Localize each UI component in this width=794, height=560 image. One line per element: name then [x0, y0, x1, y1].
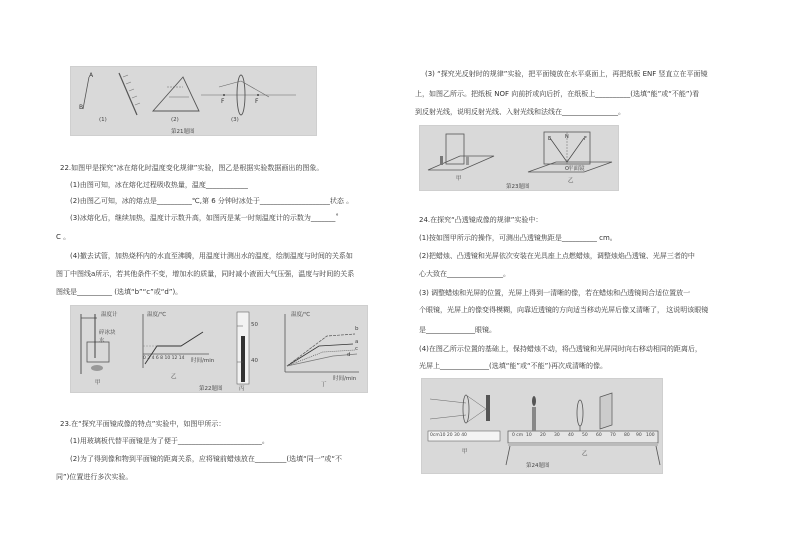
ruler-yi-30: 30	[554, 433, 560, 438]
figure-24-label-jia: 甲	[462, 449, 468, 455]
figure-24-label-yi: 乙	[582, 451, 588, 457]
label-ice: 碎冰块	[99, 330, 116, 336]
figure-24-drawing	[422, 379, 662, 473]
q23-line-3: (2)为了得到像和物到平面镜的距离关系，应将镜前蜡烛放在_________(选填“同一”或“不	[70, 455, 343, 463]
q24-line-9: 光屏上______________(选填“能”或“不能”)再次成清晰的像。	[419, 362, 607, 370]
figure-22-label-ding: 丁	[321, 382, 327, 388]
figure-23-drawing	[420, 126, 618, 190]
q23b-line-3: 到反射光线，说明反射光线、入射光线和法线在________________。	[415, 108, 625, 116]
svg-text:F: F	[255, 98, 259, 105]
q22-line-4: (3)冰熔化后，继续加热，温度计示数升高，如图丙是某一时刻温度计的示数为_______˚	[70, 214, 339, 222]
q22-line-3: (2)由图乙可知，冰的熔点是__________℃,第 6 分钟时冰处于____________________状态 。	[70, 197, 354, 205]
figure-23-label-yi: 乙	[568, 178, 574, 184]
q23-line-1: 23.在“探究平面镜成像的特点”实验中，如图甲所示：	[60, 420, 226, 428]
figure-21-caption: 第21题图	[171, 129, 195, 135]
svg-text:B: B	[79, 104, 84, 111]
figure-22-label-jia: 甲	[95, 380, 101, 386]
curve-label-d: d	[347, 352, 351, 358]
label-ticks-yi: 0 2 4 6 8 10 12 14	[143, 356, 185, 361]
curve-label-c: c	[355, 346, 359, 352]
label-water: 水	[99, 338, 105, 344]
label-temp-yi: 温度/℃	[147, 312, 167, 318]
label-scale-top: 50	[251, 322, 258, 328]
q24-line-5: (3) 调整蜡烛和光屏的位置，光屏上得到一清晰的像，若在蜡烛和凸透镜间合适位置放一	[419, 289, 691, 297]
q23b-line-2: 上，如图乙所示。把纸板 NOF 向前折或向后折，在纸板上__________(选填“能”或“不能”)看	[415, 90, 700, 98]
q24-line-3: (2)把蜡烛、凸透镜和光屏依次安装在光具座上点燃蜡烛，调整烛焰凸透镜、光屏三者的中	[419, 252, 695, 260]
q22-line-1: 22.如图甲是探究“冰在熔化时温度变化规律”实验，图乙是根据实验数据画出的图象。	[60, 164, 324, 172]
q22-line-6: (4)撤去试管，加热烧杯内的水直至沸腾，用温度计测出水的温度，绘制温度与时间的关系如	[70, 252, 353, 260]
q23-line-4: 同”)位置进行多次实验。	[56, 473, 133, 481]
figure-22-label-bing: 丙	[239, 386, 245, 392]
q23-line-2: (1)用玻璃板代替平面镜是为了便于________________________。	[70, 437, 269, 445]
figure-21	[70, 66, 317, 136]
q24-line-8: (4)在图乙所示位置的基础上，保持蜡烛不动，将凸透镜和光屏同时向右移动相同的距离后，	[419, 345, 702, 353]
ruler-yi-60: 60	[596, 433, 602, 438]
q22-line-7: 图丁中图线a所示，若其他条件不变，增加水的质量，同时减小液面大气压强，温度与时间的关系	[56, 270, 355, 278]
figure-24-caption: 第24题图	[526, 463, 550, 469]
ruler-yi-70: 70	[610, 433, 616, 438]
svg-text:E: E	[548, 136, 552, 142]
q22-line-8: 图线是__________ (选填“b”“c”或“d”)。	[56, 288, 183, 296]
figure-23-caption: 第23题图	[506, 184, 530, 190]
q24-line-4: 心大致在________________。	[419, 270, 510, 278]
svg-text:N: N	[565, 134, 569, 140]
label-thermometer: 温度计	[101, 312, 118, 318]
ruler-yi-10: 10	[526, 433, 532, 438]
q24-line-2: (1)按如图甲所示的操作，可测出凸透镜焦距是__________ cm。	[419, 234, 617, 242]
label-temp-ding: 温度/℃	[291, 312, 311, 318]
curve-label-b: b	[355, 326, 359, 332]
q22-line-5: C 。	[56, 233, 71, 241]
figure-22-label-yi: 乙	[171, 374, 177, 380]
figure-23	[419, 125, 619, 191]
q22-line-2: (1)由图可知，冰在熔化过程吸收热量，温度____________	[70, 181, 248, 189]
ruler-yi-50: 50	[582, 433, 588, 438]
ruler-yi-80: 80	[624, 433, 630, 438]
figure-21-label-3: (3)	[231, 117, 239, 123]
ruler-yi-40: 40	[568, 433, 574, 438]
figure-23-label-jia: 甲	[456, 176, 462, 182]
ruler-yi-20: 20	[540, 433, 546, 438]
q24-line-7: 是______________眼镜。	[419, 326, 496, 334]
q24-line-6: 个眼镜，光屏上的像变得模糊，向靠近透镜的方向适当移动光屏后像又清晰了， 这说明该眼镜	[419, 306, 709, 314]
curve-label-a: a	[355, 339, 359, 345]
figure-21-label-2: (2)	[171, 117, 179, 123]
svg-text:F: F	[584, 136, 587, 142]
svg-text:A: A	[89, 72, 94, 79]
label-time-yi: 时间/min	[191, 358, 215, 364]
figure-22-caption: 第22题图	[199, 386, 223, 392]
ruler-yi-90: 90	[636, 433, 642, 438]
figure-24	[421, 378, 663, 474]
ruler-yi-100: 100	[646, 433, 655, 438]
figure-21-drawing	[71, 67, 316, 135]
figure-21-label-1: (1)	[99, 117, 107, 123]
q24-line-1: 24.在探究“凸透镜成像的规律”实验中：	[419, 216, 543, 224]
figure-22	[70, 305, 368, 393]
ruler-jia: 0cm10 20 30 40	[430, 433, 467, 438]
svg-text:O: O	[565, 166, 569, 172]
svg-text:F: F	[221, 98, 225, 105]
ruler-yi-0: 0 cm	[512, 433, 524, 438]
label-scale-bottom: 40	[251, 358, 258, 364]
label-mirror: 平面镜	[568, 166, 585, 172]
label-time-ding: 时间/min	[333, 376, 357, 382]
q23b-line-1: (3) “探究光反射时的规律”实验，把平面镜放在水平桌面上，再把纸板 ENF 竖直立在平面镜	[425, 70, 708, 78]
